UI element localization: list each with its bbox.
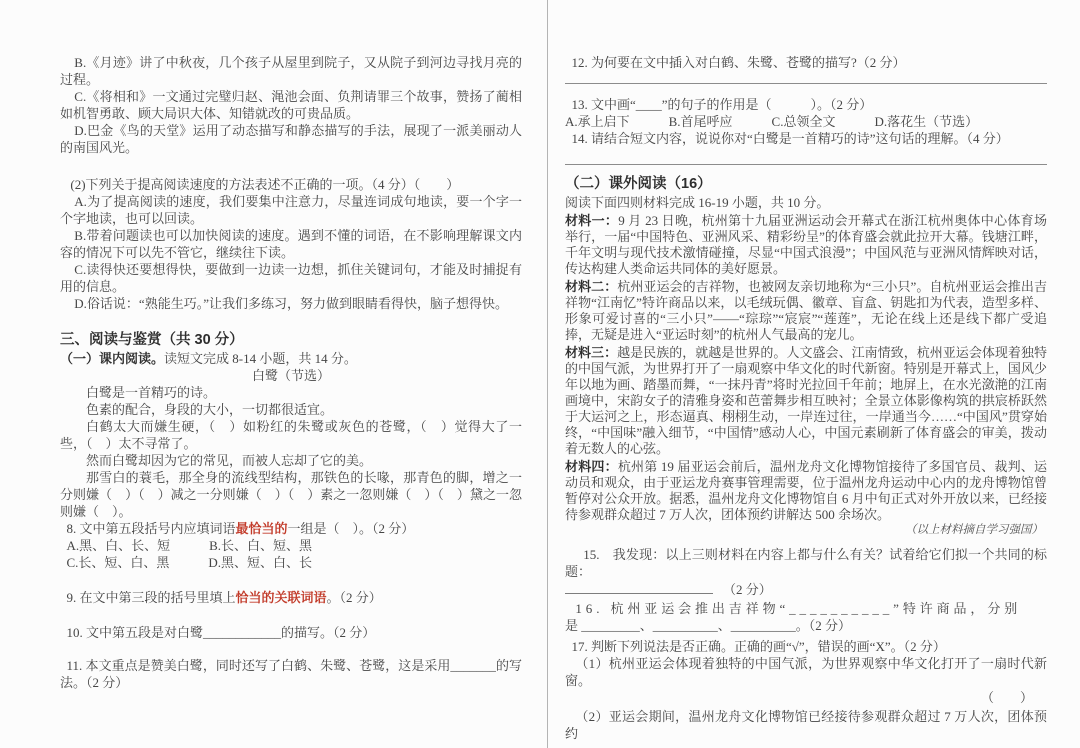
passage-paragraph-5: 那雪白的蓑毛，那全身的流线型结构，那铁色的长喙，那青色的脚，增之一分则嫌（ ）（ ）减之一分则嫌（ ）（ ）素之一忽则嫌（ ）（ ）黛之一忽则嫌（ ）。	[60, 470, 522, 519]
material-1-label: 材料一：	[565, 213, 619, 228]
question-10: 10. 文中第五段是对白鹭____________的描写。（2 分）	[66, 625, 376, 640]
left-column	[60, 54, 522, 691]
question-13: 13. 文中画“____”的句子的作用是（ ）。（2 分）	[571, 97, 873, 112]
material-4-text: 杭州第 19 届亚运会前后，温州龙舟文化博物馆接待了多国官员、裁判、运动员和观众，由于亚运龙舟赛事管理需要，位于温州龙舟运动中心内的龙舟博物馆曾暂停对公众开放。据悉，温州龙舟文化博物馆自 6 月中旬正式对外开放以来，已经接待参观群众超过 7 万人次，团体预约讲解达 500 余场次。	[565, 459, 1047, 522]
section-3-heading: 三、阅读与鉴赏（共 30 分）	[60, 332, 244, 348]
question-12: 12. 为何要在文中插入对白鹤、朱鹭、苍鹭的描写?（2 分）	[571, 55, 906, 70]
material-3-label: 材料三：	[565, 345, 618, 360]
question-8	[60, 520, 522, 537]
option-b-yueji: B.《月迹》讲了中秋夜，几个孩子从屋里到院子，又从院子到河边寻找月亮的过程。	[60, 55, 522, 87]
material-2	[565, 279, 1047, 343]
material-2-text: 杭州亚运会的吉祥物，也被网友亲切地称为“三小只”。自杭州亚运会推出吉祥物“江南忆”特许商品以来，以毛绒玩偶、徽章、盲盒、钥匙扣为代表，造型多样、形象可爱讨喜的“三小只”——“琮琮”“宸宸”“莲莲”，无论在线上还是线下都广受追捧，无疑是进入“亚运时刻”的杭州人气最高的宠儿。	[565, 279, 1047, 342]
question-14: 14. 请结合短文内容，说说你对“白鹭是一首精巧的诗”这句话的理解。（4 分）	[571, 131, 1009, 146]
question-8-options-row-1: A.黑、白、长、短 B.长、白、短、黑	[66, 538, 313, 553]
section-2-subheading: 阅读下面四则材料完成 16-19 小题，共 10 分。	[565, 195, 830, 210]
question-15-score: （2 分）	[723, 582, 772, 597]
answer-line	[565, 83, 1047, 84]
question-8-post: 一组是（ ）。（2 分）	[287, 521, 415, 536]
materials-source-note: （以上材料摘自学习强国）	[905, 524, 1043, 536]
subheading-bold: （一）课内阅读。	[60, 351, 165, 366]
question-2-stem: (2)下列关于提高阅读速度的方法表述不正确的一项。（4 分）（ ）	[70, 177, 460, 192]
question-9-post: 。（2 分）	[326, 590, 382, 605]
material-1	[565, 213, 1047, 277]
passage-paragraph-1: 白鹭是一首精巧的诗。	[86, 385, 217, 400]
question-8-pre: 8. 文中第五段括号内应填词语	[66, 521, 236, 536]
option-d-niaodetiantang: D.巴金《鸟的天堂》运用了动态描写和静态描写的手法，展现了一派美丽动人的南国风光。	[60, 123, 522, 155]
question-17: 17. 判断下列说法是否正确。正确的画“√”，错误的画“X”。（2 分）	[571, 639, 946, 654]
material-3-text: 越是民族的，就越是世界的。人文盛会、江南情致，杭州亚运会体现着独特的中国气派，为世界打开了一扇观察中华文化的时代新窗。特别是开幕式上，国风少年以地为画、踏墨而舞，“一抹丹青”将时光拉回千年前；地屏上，在水光潋滟的江南画境中，宋韵女子的清雅身姿和芭蕾舞步相互映衬；全景立体影像构筑的拱宸桥跃然于大运河之上，形态逼真、栩栩生动，一岸连过往，一岸通当今……“中国风”贯穿始终，“中国味”融入细节，“中国情”感动人心，中国元素刷新了体育盛会的审美，拨动着无数人的心弦。	[565, 345, 1047, 456]
section-3-subheading	[60, 350, 522, 367]
material-3	[565, 345, 1047, 457]
material-1-text: 9 月 23 日晚，杭州第十九届亚洲运动会开幕式在浙江杭州奥体中心体育场举行，一届“中国特色、亚洲风采、精彩纷呈”的体育盛会就此拉开大幕。钱塘江畔，千年文明与现代技术激情碰撞，尽显“中国式浪漫”；中国风范与亚洲风情辉映对话，传达构建人类命运共同体的美好愿景。	[565, 213, 1047, 276]
question-2-option-c: C.读得快还要想得快，要做到一边读一边想，抓住关键词句，才能及时捕捉有用的信息。	[60, 262, 522, 294]
passage-title: 白鹭（节选）	[251, 368, 330, 383]
passage-paragraph-2: 色素的配合，身段的大小，一切都很适宜。	[86, 402, 334, 417]
question-2-option-d: D.俗话说：“熟能生巧。”让我们多练习，努力做到眼睛看得快，脑子想得快。	[74, 296, 508, 311]
material-2-label: 材料二：	[565, 279, 618, 294]
question-9	[60, 589, 522, 606]
option-c-jiangxianghe: C.《将相和》一文通过完璧归赵、渑池会面、负荆请罪三个故事，赞扬了蔺相如机智勇敢、顾大局识大体、知错就改的可贵品质。	[60, 89, 522, 121]
material-4-label: 材料四：	[565, 459, 618, 474]
answer-blank-line	[565, 580, 713, 594]
passage-paragraph-3: 白鹤太大而嫌生硬，（ ）如粉红的朱鹭或灰色的苍鹭，（ ）觉得大了一些，（ ）太不寻常了。	[60, 419, 522, 451]
subheading-rest: 读短文完成 8-14 小题，共 14 分。	[164, 351, 357, 366]
question-13-options: A.承上启下 B.首尾呼应 C.总领全文 D.落花生（节选）	[565, 114, 979, 129]
question-8-options-row-2: C.长、短、白、黑 D.黑、短、白、长	[66, 555, 313, 570]
column-divider	[547, 0, 548, 748]
question-2-option-a: A.为了提高阅读的速度，我们要集中注意力，尽量连词成句地读，要一个字一个字地读，也可以回读。	[60, 194, 522, 226]
question-9-pre: 9. 在文中第三段的括号里填上	[66, 590, 236, 605]
question-15-answer-row	[565, 580, 1047, 598]
right-column	[565, 54, 1047, 742]
question-15: 15. 我发现：以上三则材料在内容上都与什么有关？试着给它们拟一个共同的标题：	[565, 547, 1047, 579]
passage-paragraph-4: 然而白鹭却因为它的常见，而被人忘却了它的美。	[86, 453, 373, 468]
question-17-item-1: （1）杭州亚运会体现着独特的中国气派，为世界观察中华文化打开了一扇时代新窗。	[565, 656, 1047, 688]
question-17-item-2: （2）亚运会期间，温州龙舟文化博物馆已经接待参观群众超过 7 万人次，团体预约	[565, 709, 1047, 741]
question-16-line-2: 是 _________、__________、__________。（2 分）	[565, 618, 852, 633]
question-8-red-emphasis: 最恰当的	[235, 521, 288, 536]
question-17-item-1-bracket: （ ）	[980, 690, 1033, 705]
question-16-line-1: 16. 杭州亚运会推出吉祥物“__________”特许商品，分别	[575, 601, 1022, 616]
material-4	[565, 459, 1047, 523]
question-9-red-emphasis: 恰当的关联词语	[235, 590, 327, 605]
section-2-heading: （二）课外阅读（16）	[565, 176, 712, 192]
answer-line	[565, 164, 1047, 165]
question-11: 11. 本文重点是赞美白鹭，同时还写了白鹤、朱鹭、苍鹭，这是采用_______的写法。（2 分）	[60, 658, 522, 690]
question-2-option-b: B.带着问题读也可以加快阅读的速度。遇到不懂的词语，在不影响理解课文内容的情况下可以先不管它，继续往下读。	[60, 228, 522, 260]
